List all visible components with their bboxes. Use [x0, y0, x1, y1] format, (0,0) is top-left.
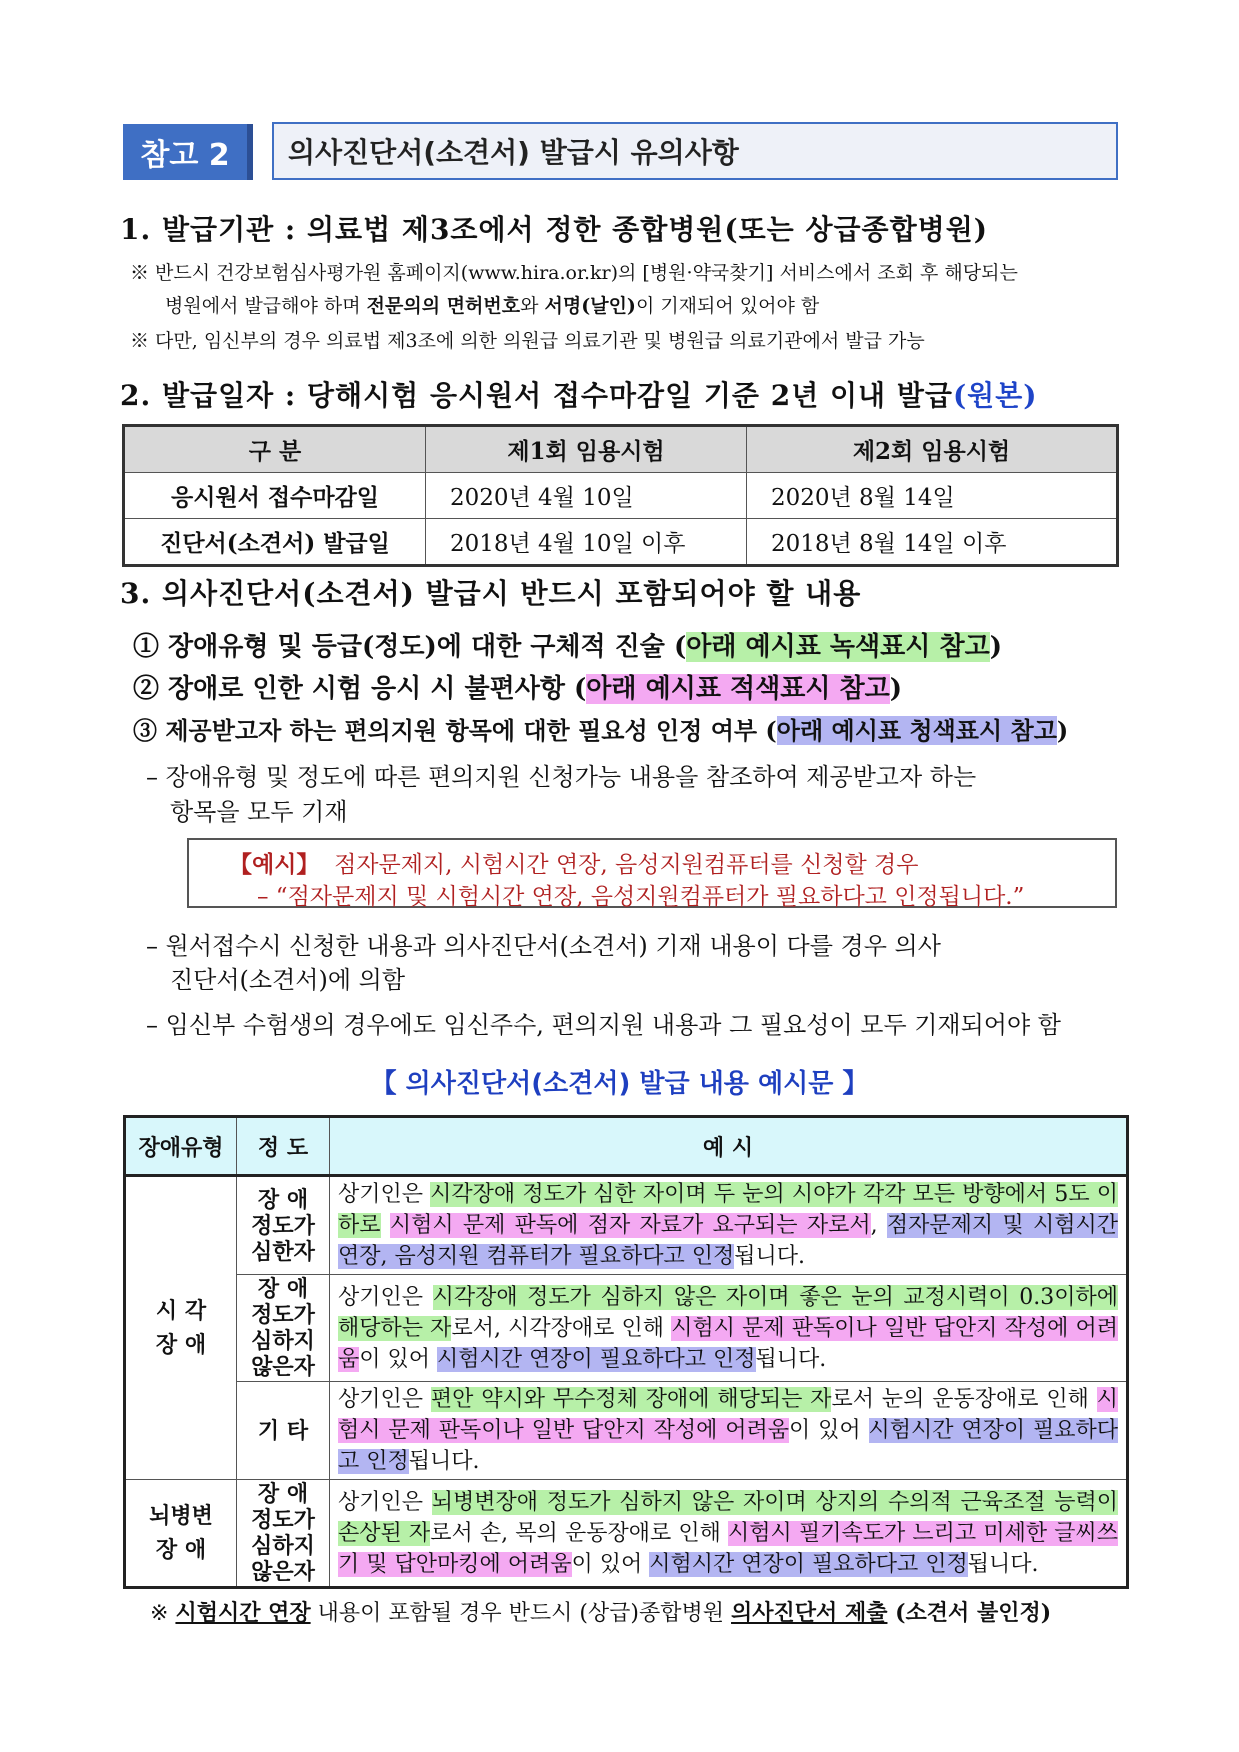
row-label: 응시원서 접수마감일 — [124, 473, 426, 519]
dash-2-cont: 진단서(소견서)에 의함 — [170, 966, 406, 994]
col-header: 제1회 임용시험 — [426, 426, 747, 473]
section3-heading: 3. 의사진단서(소견서) 발급시 반드시 포함되어야 할 내용 — [120, 577, 862, 610]
text: 내용이 포함될 경우 반드시 (상급)종합병원 — [310, 1601, 732, 1626]
dash-1-cont: 항목을 모두 기재 — [170, 798, 348, 826]
blue-highlight: 시험시간 연장이 필요하다고 인정 — [649, 1551, 968, 1577]
section1-heading: 1. 발급기관 : 의료법 제3조에서 정한 종합병원(또는 상급종합병원) — [120, 213, 988, 246]
table-row — [124, 473, 1118, 519]
table-row — [125, 1275, 1128, 1382]
example-table — [123, 1115, 1129, 1589]
table-row — [124, 519, 1118, 566]
original-note: (원본) — [952, 379, 1038, 412]
green-highlight: 시각장애 정도가 심한 자이며 두 눈의 시야가 각각 모든 방향에서 5도 이하로 — [338, 1182, 1118, 1238]
text: 2. 발급일자 : 당해시험 응시원서 접수마감일 기준 2년 이내 발급 — [120, 379, 953, 412]
blue-highlight: 점자문제지 및 시험시간 연장, 음성지원 컴퓨터가 필요하다고 인정 — [338, 1213, 1118, 1269]
cell: 2018년 4월 10일 이후 — [426, 519, 747, 566]
text: ) — [989, 632, 1002, 662]
col-header: 정 도 — [237, 1117, 330, 1176]
green-highlight: 뇌병변장애 정도가 심하지 않은 자이며 상지의 수의적 근육조절 능력이 손상된 자 — [338, 1489, 1118, 1546]
table-row — [125, 1176, 1128, 1275]
example-table-title: 【 의사진단서(소견서) 발급 내용 예시문 】 — [370, 1069, 869, 1099]
footnote — [150, 1596, 1051, 1627]
text: 로서, 시각장애로 인해 — [451, 1315, 672, 1341]
col-header: 예 시 — [330, 1117, 1128, 1176]
table-row — [125, 1480, 1128, 1588]
text: 이 있어 — [359, 1346, 438, 1372]
type-label: 시 각 장 애 — [125, 1176, 237, 1480]
example-text — [330, 1480, 1128, 1588]
bold-text: 의사진단서 제출 — [731, 1600, 888, 1626]
text: , — [870, 1213, 887, 1238]
section1-note1-cont — [165, 291, 819, 318]
col-header: 장애유형 — [125, 1117, 237, 1176]
example-line2: – “점자문제지 및 시험시간 연장, 음성지원컴퓨터가 필요하다고 인정됩니다.” — [257, 884, 1025, 910]
degree-label: 기 타 — [237, 1382, 330, 1480]
text: 병원에서 발급해야 하며 — [165, 295, 367, 317]
blue-highlight: 아래 예시표 청색표시 참고 — [776, 716, 1057, 745]
text: 와 — [520, 295, 545, 317]
example-text — [330, 1382, 1128, 1480]
text: ① 장애유형 및 등급(정도)에 대한 구체적 진술 ( — [133, 632, 687, 662]
dash-2: – 원서접수시 신청한 내용과 의사진단서(소견서) 기재 내용이 다를 경우 의사 — [146, 932, 941, 960]
cell: 2020년 4월 10일 — [426, 473, 747, 519]
example-line1 — [229, 846, 918, 879]
text: 이 있어 — [571, 1551, 650, 1577]
text: 이 있어 — [789, 1418, 869, 1443]
cell: 2020년 8월 14일 — [747, 473, 1118, 519]
section2-heading — [120, 374, 1038, 414]
date-table — [122, 424, 1119, 567]
text: 됩니다. — [755, 1346, 827, 1372]
text: 상기인은 — [338, 1284, 433, 1310]
example-label: 【예시】 — [229, 851, 320, 878]
green-highlight: 아래 예시표 녹색표시 참고 — [686, 632, 990, 662]
section1-note2: ※ 다만, 임신부의 경우 의료법 제3조에 의한 의원급 의료기관 및 병원급 의료기관에서 발급 가능 — [130, 330, 925, 352]
green-highlight: 편안 약시와 무수정체 장애에 해당되는 자 — [430, 1387, 832, 1412]
text: 로서 손, 목의 운동장애로 인해 — [430, 1520, 729, 1546]
section1-note1: ※ 반드시 건강보험심사평가원 홈페이지(www.hira.or.kr)의 [병원·약국찾기] 서비스에서 조회 후 해당되는 — [130, 262, 1018, 284]
text: 됩니다. — [408, 1449, 480, 1474]
text — [381, 1213, 390, 1238]
text: ※ — [150, 1601, 176, 1626]
text: 상기인은 — [338, 1182, 431, 1207]
green-highlight: 시각장애 정도가 심하지 않은 자이며 좋은 눈의 교정시력이 0.3이하에 해당하는 자 — [338, 1284, 1118, 1341]
text: 점자문제지, 시험시간 연장, 음성지원컴퓨터를 신청할 경우 — [334, 852, 919, 878]
example-text — [330, 1176, 1128, 1275]
text: ) — [889, 674, 903, 704]
page-title — [272, 122, 1118, 180]
page-title-text: 의사진단서(소견서) 발급시 유의사항 — [288, 136, 739, 169]
degree-label: 장 애 정도가 심하지 않은자 — [237, 1275, 330, 1382]
blue-highlight: 시험시간 연장이 필요하다고 인정 — [338, 1418, 1119, 1474]
table-row — [125, 1382, 1128, 1480]
bold-text: 전문의의 면허번호 — [366, 295, 521, 317]
degree-label: 장 애 정도가 심한자 — [237, 1176, 330, 1275]
dash-1: – 장애유형 및 정도에 따른 편의지원 신청가능 내용을 참조하여 제공받고자 하는 — [146, 763, 977, 791]
text: ③ 제공받고자 하는 편의지원 항목에 대한 필요성 인정 여부 ( — [133, 716, 777, 745]
blue-highlight: 시험시간 연장이 필요하다고 인정 — [437, 1346, 756, 1372]
bold-text: 서명(날인) — [544, 295, 636, 317]
example-text — [330, 1275, 1128, 1382]
bold-text: (소견서 불인정) — [887, 1600, 1052, 1626]
red-highlight: 시험시 필기속도가 느리고 미세한 글씨쓰기 및 답안마킹에 어려움 — [338, 1520, 1118, 1577]
row-label: 진단서(소견서) 발급일 — [124, 519, 426, 566]
text: ② 장애로 인한 시험 응시 시 불편사항 ( — [133, 674, 587, 704]
bold-text: 시험시간 연장 — [175, 1600, 311, 1626]
text: 됩니다. — [967, 1551, 1039, 1577]
col-header: 구 분 — [124, 426, 426, 473]
red-highlight: 시험시 문제 판독이나 일반 답안지 작성에 어려움 — [338, 1315, 1118, 1372]
reference-tag: 참고 2 — [123, 124, 253, 180]
text: 됩니다. — [734, 1244, 806, 1269]
col-header: 제2회 임용시험 — [747, 426, 1118, 473]
red-highlight: 시험시 문제 판독이나 일반 답안지 작성에 어려움 — [338, 1387, 1118, 1443]
text: 로서 눈의 운동장애로 인해 — [831, 1387, 1097, 1412]
red-highlight: 아래 예시표 적색표시 참고 — [586, 674, 890, 704]
text: 이 기재되어 있어야 함 — [635, 295, 820, 317]
text: ) — [1056, 716, 1069, 745]
example-box — [187, 838, 1117, 908]
dash-3: – 임신부 수험생의 경우에도 임신주수, 편의지원 내용과 그 필요성이 모두 기재되어야 함 — [146, 1011, 1061, 1039]
item-2 — [133, 668, 902, 705]
type-label: 뇌병변 장 애 — [125, 1480, 237, 1588]
cell: 2018년 8월 14일 이후 — [747, 519, 1118, 566]
text: 상기인은 — [338, 1387, 431, 1412]
text: 상기인은 — [338, 1489, 432, 1515]
item-1 — [133, 626, 1002, 663]
degree-label: 장 애 정도가 심하지 않은자 — [237, 1480, 330, 1588]
item-3 — [133, 711, 1068, 746]
red-highlight: 시험시 문제 판독에 점자 자료가 요구되는 자로서 — [389, 1213, 871, 1238]
